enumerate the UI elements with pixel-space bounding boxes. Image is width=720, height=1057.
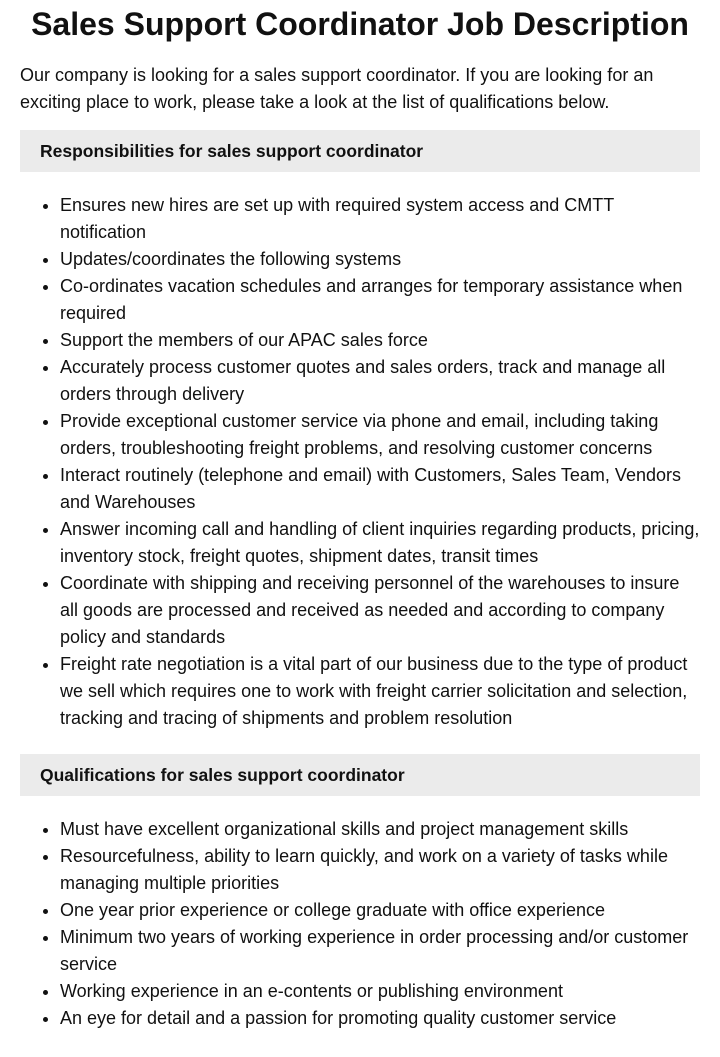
list-item: • An eye for detail and a passion for promoting quality customer service bbox=[60, 1005, 700, 1032]
list-item: • Updates/coordinates the following systems bbox=[60, 246, 700, 273]
list-item: • Support the members of our APAC sales force bbox=[60, 327, 700, 354]
list-item: • Must have excellent organizational skills and project management skills bbox=[60, 816, 700, 843]
list-item: • Co-ordinates vacation schedules and arranges for temporary assistance when required bbox=[60, 273, 700, 327]
list-item: • Resourcefulness, ability to learn quickly, and work on a variety of tasks while managing multiple priorities bbox=[60, 843, 700, 897]
list-item: • Answer incoming call and handling of client inquiries regarding products, pricing, inventory stock, freight quotes, shipment dates, transit times bbox=[60, 516, 700, 570]
list-item: • Interact routinely (telephone and email) with Customers, Sales Team, Vendors and Warehouses bbox=[60, 462, 700, 516]
intro-text: Our company is looking for a sales support coordinator. If you are looking for an exciting place to work, please take a look at the list of qualifications below. bbox=[20, 65, 654, 112]
qualifications-list bbox=[20, 816, 700, 1032]
list-item: • One year prior experience or college graduate with office experience bbox=[60, 897, 700, 924]
list-item: • Minimum two years of working experience in order processing and/or customer service bbox=[60, 924, 700, 978]
list-item: • Freight rate negotiation is a vital part of our business due to the type of product we sell which requires one to work with freight carrier solicitation and selection, tracking and tracing of shipments and problem resolution bbox=[60, 651, 700, 732]
responsibilities-list bbox=[20, 192, 700, 732]
list-item: • Provide exceptional customer service via phone and email, including taking orders, troubleshooting freight problems, and resolving customer concerns bbox=[60, 408, 700, 462]
qualifications-heading: Qualifications for sales support coordinator bbox=[20, 754, 700, 796]
responsibilities-heading: Responsibilities for sales support coordinator bbox=[20, 130, 700, 172]
list-item: • Accurately process customer quotes and sales orders, track and manage all orders through delivery bbox=[60, 354, 700, 408]
list-item: • Coordinate with shipping and receiving personnel of the warehouses to insure all goods are processed and received as needed and according to company policy and standards bbox=[60, 570, 700, 651]
list-item: • Working experience in an e-contents or publishing environment bbox=[60, 978, 700, 1005]
list-item: • Ensures new hires are set up with required system access and CMTT notification bbox=[60, 192, 700, 246]
page-title: Sales Support Coordinator Job Description bbox=[31, 6, 689, 42]
